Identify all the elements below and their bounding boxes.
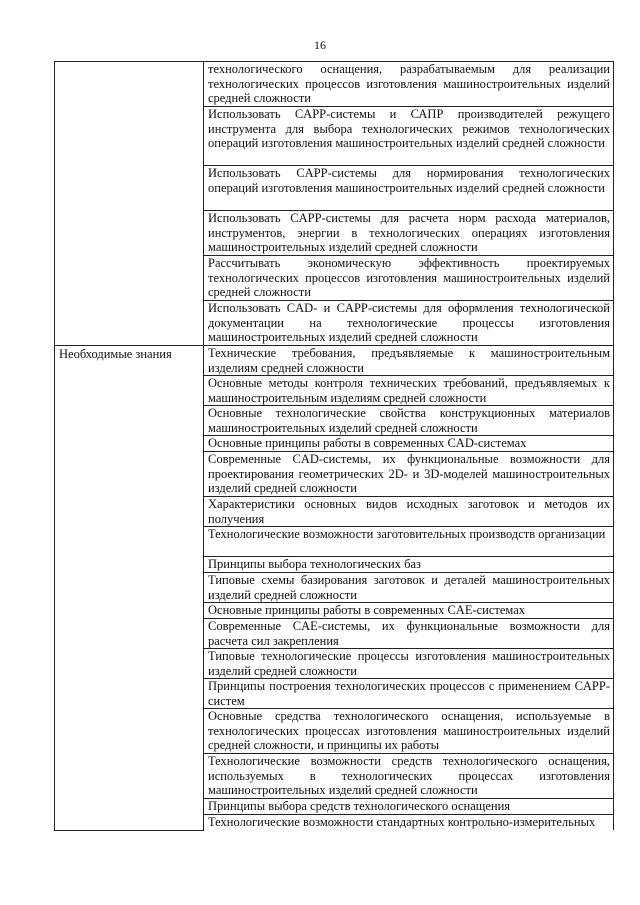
table-cell: Использовать CAD- и CAPP-системы для оформления технологической документации на технологические процессы изготовления машиностроительных изделий средней сложности	[204, 301, 614, 346]
table-cell: Современные CAE-системы, их функциональные возможности для расчета сил закрепления	[204, 619, 614, 649]
table-cell: технологического оснащения, разрабатываемым для реализации технологических процессов изготовления машиностроительных изделий средней сложности	[204, 62, 614, 107]
table-cell: Характеристики основных видов исходных заготовок и методов их получения	[204, 497, 614, 527]
section-label-knowledge: Необходимые знания	[55, 346, 204, 831]
table-cell: Принципы выбора технологических баз	[204, 557, 614, 573]
table-cell: Современные CAD-системы, их функциональные возможности для проектирования геометрических 2D- и 3D-моделей машиностроительных изделий средней сложности	[204, 452, 614, 497]
table-cell: Принципы выбора средств технологического оснащения	[204, 799, 614, 815]
page-number: 16	[314, 38, 326, 52]
table-cell: Технические требования, предъявляемые к машиностроительным изделиям средней сложности	[204, 346, 614, 376]
table-cell: Использовать CAPP-системы для расчета норм расхода материалов, инструментов, энергии в технологических операциях изготовления машиностроительных изделий средней сложности	[204, 211, 614, 256]
section-label-skills	[55, 62, 204, 346]
table-cell: Основные принципы работы в современных CAD-системах	[204, 436, 614, 452]
table-cell: Технологические возможности средств технологического оснащения, используемых в технологических процессах изготовления машиностроительных изделий средней сложности	[204, 754, 614, 799]
table-cell: Технологические возможности заготовительных производств организации	[204, 527, 614, 557]
table-cell: Основные средства технологического оснащения, используемые в технологических процессах изготовления машиностроительных изделий средней сложности, и принципы их работы	[204, 709, 614, 754]
table-cell: Использовать CAPP-системы для нормирования технологических операций изготовления машиностроительных изделий средней сложности	[204, 166, 614, 211]
table-cell: Типовые схемы базирования заготовок и деталей машиностроительных изделий средней сложности	[204, 573, 614, 603]
requirements-table	[54, 61, 614, 831]
table-cell: Технологические возможности стандартных контрольно-измерительных	[204, 815, 614, 831]
table-cell: Рассчитывать экономическую эффективность проектируемых технологических процессов изготовления машиностроительных изделий средней сложности	[204, 256, 614, 301]
table-cell: Основные принципы работы в современных CAE-системах	[204, 603, 614, 619]
table-cell: Основные методы контроля технических требований, предъявляемых к машиностроительным изделиям средней сложности	[204, 376, 614, 406]
table-cell: Основные технологические свойства конструкционных материалов машиностроительных изделий средней сложности	[204, 406, 614, 436]
table-cell: Типовые технологические процессы изготовления машиностроительных изделий средней сложности	[204, 649, 614, 679]
table-cell: Принципы построения технологических процессов с применением CAPP-систем	[204, 679, 614, 709]
table-cell: Использовать CAPP-системы и САПР производителей режущего инструмента для выбора технологических режимов технологических операций изготовления машиностроительных изделий средней сложности	[204, 107, 614, 166]
